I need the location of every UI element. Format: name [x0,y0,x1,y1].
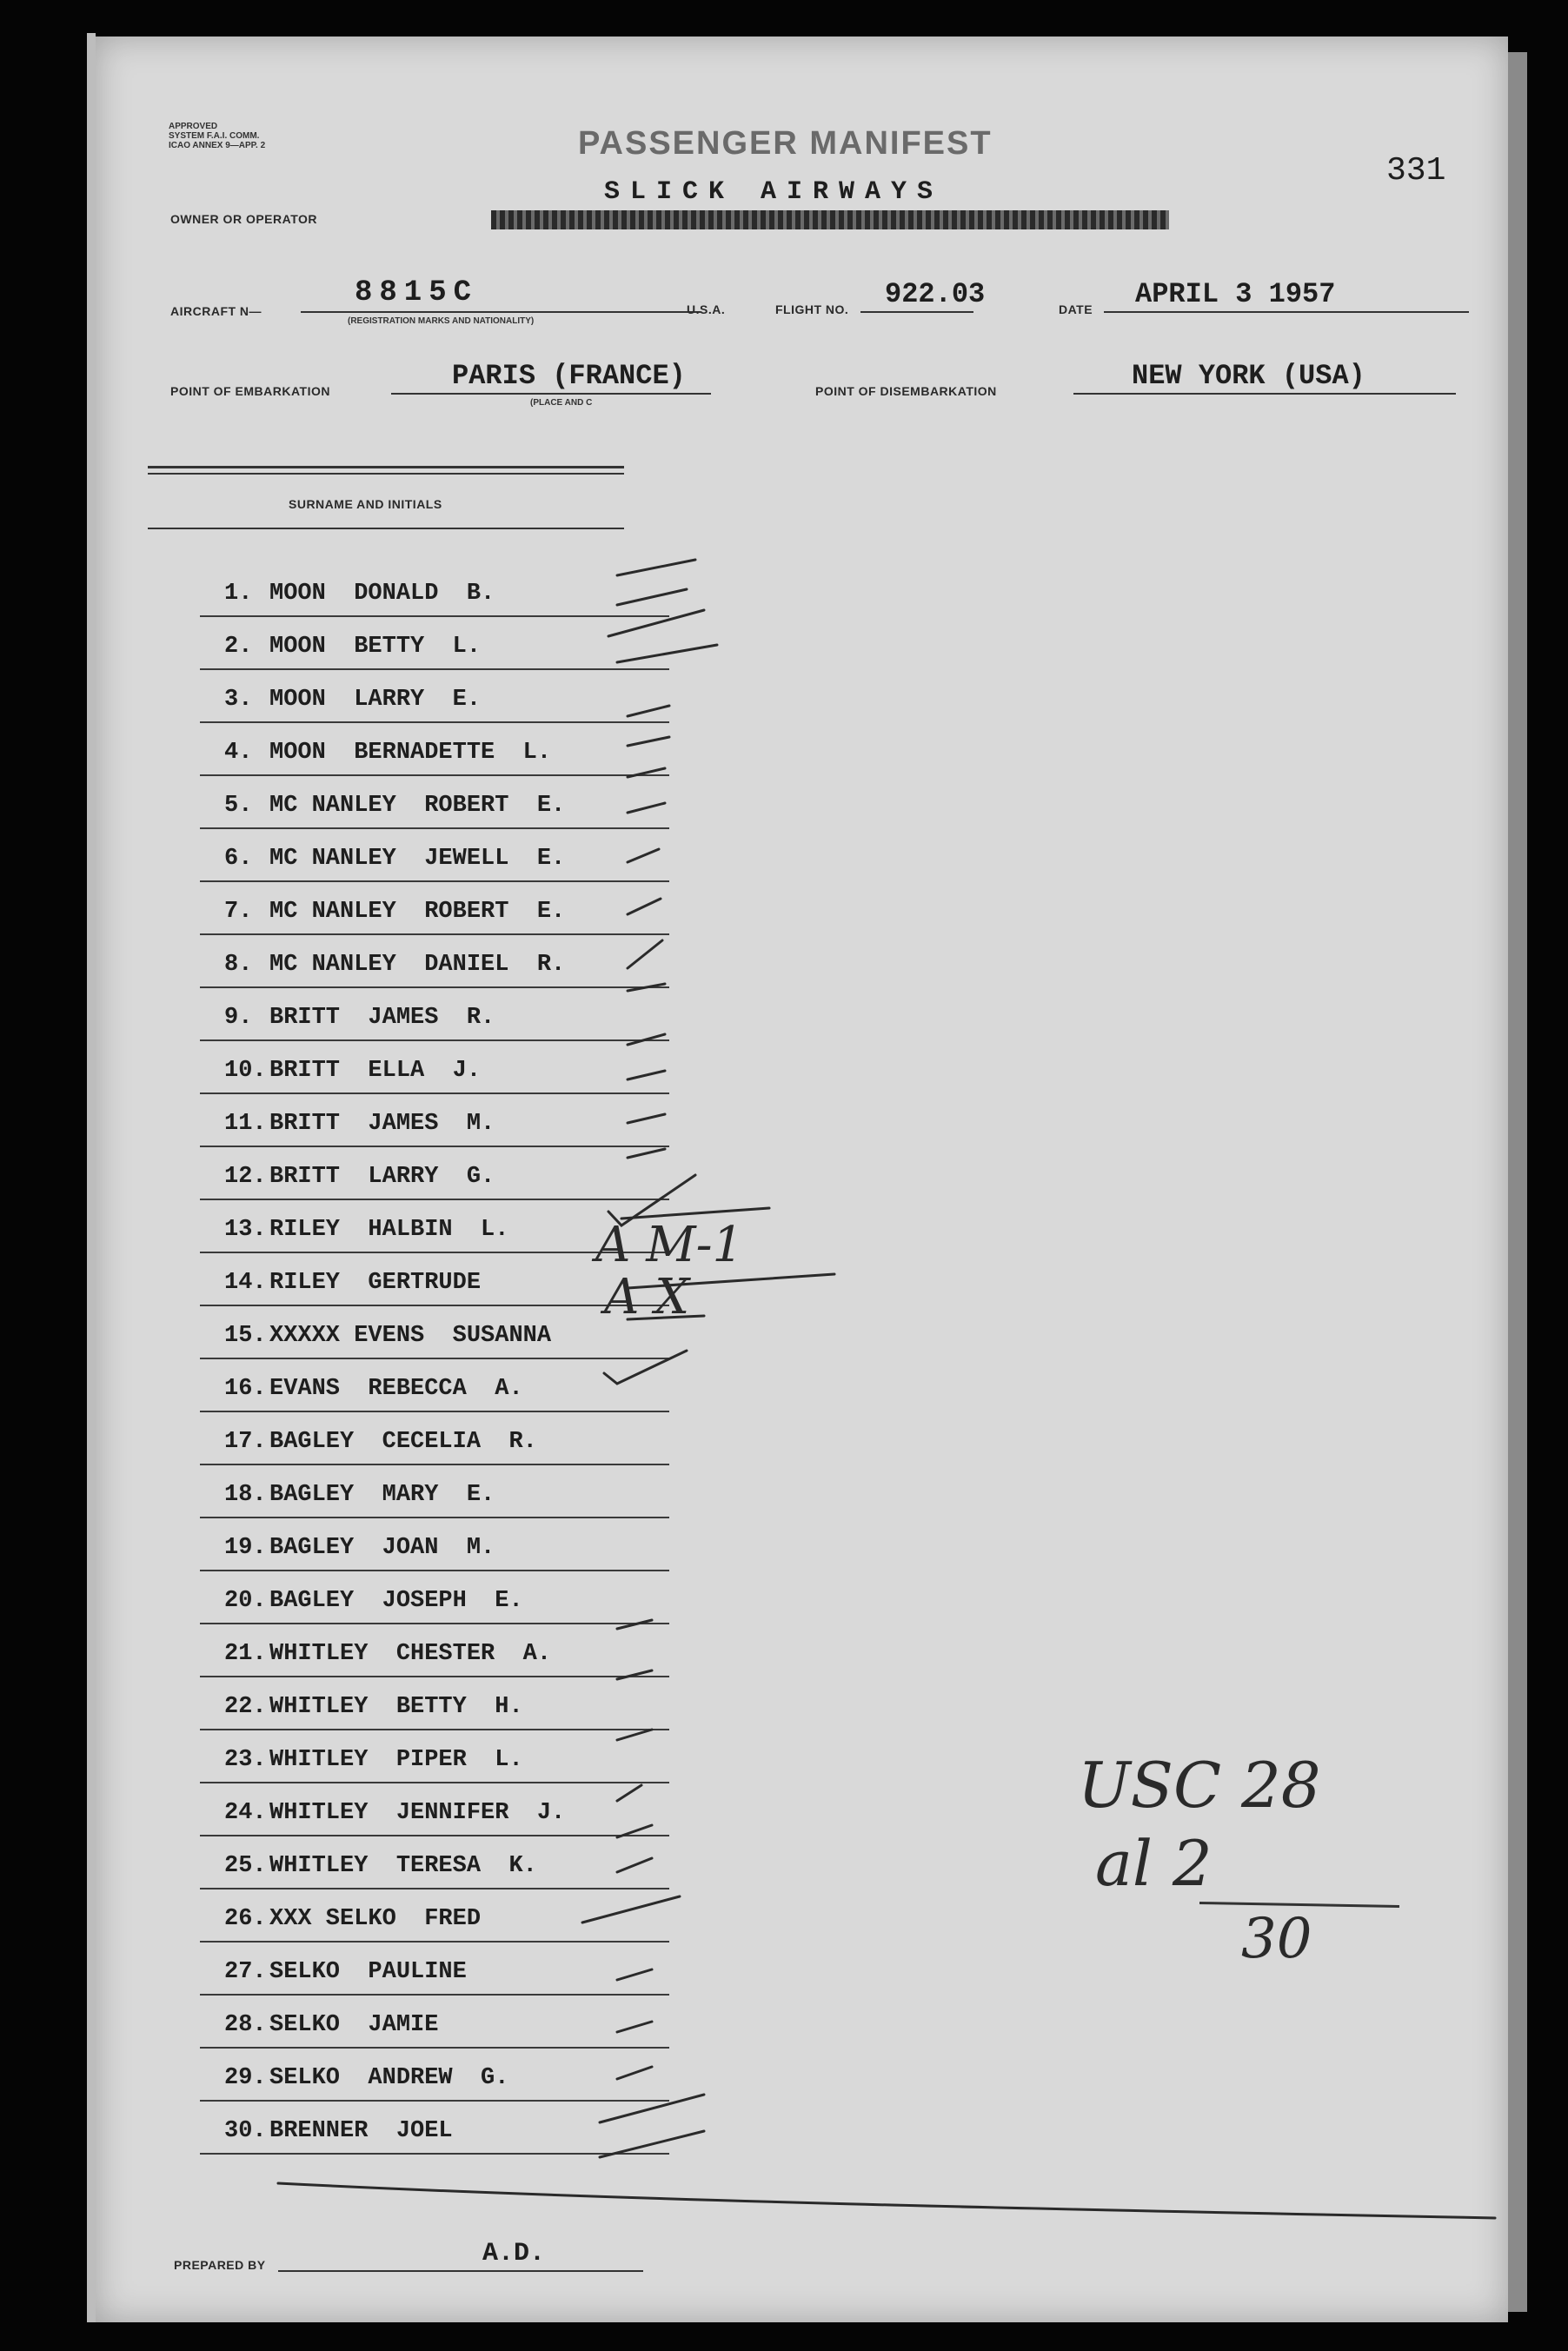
passenger-name: MC NANLEY ROBERT E. [269,793,566,819]
row-number: 15. [224,1323,267,1349]
passenger-name: WHITLEY CHESTER A. [269,1641,552,1667]
date-label: DATE [1059,302,1093,316]
row-number: 19. [224,1535,267,1561]
row-number: 2. [224,634,253,660]
passenger-name: SELKO JAMIE [269,2012,439,2038]
row-number: 9. [224,1005,253,1031]
passenger-name: MOON LARRY E. [269,687,482,713]
row-number: 17. [224,1429,267,1455]
passenger-name: BAGLEY JOSEPH E. [269,1588,523,1614]
passenger-name: MOON BETTY L. [269,634,482,660]
handwritten-check-marks [96,37,1508,2322]
row-number: 3. [224,687,253,713]
approval-line-2: SYSTEM F.A.I. COMM. [169,131,260,141]
sheet-edge-right [1508,52,1527,2312]
flight-label: FLIGHT NO. [775,302,849,316]
aircraft-label: AIRCRAFT N— [170,304,262,318]
row-number: 5. [224,793,253,819]
disembark-label: POINT OF DISEMBARKATION [815,384,997,398]
passenger-name: BRENNER JOEL [269,2118,453,2144]
passenger-name: BAGLEY JOAN M. [269,1535,495,1561]
page-title: PASSENGER MANIFEST [578,125,993,162]
row-number: 20. [224,1588,267,1614]
passenger-name: BRITT ELLA J. [269,1058,482,1084]
passenger-name: SELKO ANDREW G. [269,2065,509,2091]
approval-line-3: ICAO ANNEX 9—APP. 2 [169,141,266,150]
row-number: 16. [224,1376,267,1402]
prepared-label: PREPARED BY [174,2258,266,2272]
manifest-page [96,37,1508,2322]
passenger-name: BAGLEY MARY E. [269,1482,495,1508]
passenger-name: MOON BERNADETTE L. [269,740,552,766]
row-number: 24. [224,1800,267,1826]
tally-line-1: USC 28 [1078,1749,1321,1822]
passenger-name: MC NANLEY DANIEL R. [269,952,566,978]
row-number: 12. [224,1164,267,1190]
row15-annotation: A X [604,1269,690,1325]
embark-value: PARIS (FRANCE) [452,360,686,392]
owner-value: SLICK AIRWAYS [604,177,944,207]
row14-annotation: A M-1 [595,1217,744,1273]
passenger-name: XXXXX EVENS SUSANNA [269,1323,552,1349]
date-value: APRIL 3 1957 [1135,278,1336,310]
sheet-edge-left [87,33,96,2322]
passenger-name: RILEY HALBIN L. [269,1217,509,1243]
row-number: 18. [224,1482,267,1508]
row-number: 7. [224,899,253,925]
owner-label: OWNER OR OPERATOR [170,212,317,226]
passenger-name: MC NANLEY JEWELL E. [269,846,566,872]
prepared-value: A.D. [482,2239,546,2268]
row-number: 21. [224,1641,267,1667]
passenger-name: RILEY GERTRUDE [269,1270,482,1296]
prepared-line [278,2270,643,2272]
page-number: 331 [1386,152,1446,189]
approval-line-1: APPROVED [169,122,218,131]
flight-value: 922.03 [885,278,986,310]
passenger-name: BAGLEY CECELIA R. [269,1429,537,1455]
passenger-name: WHITLEY TERESA K. [269,1853,537,1879]
row-number: 28. [224,2012,267,2038]
passenger-name: SELKO PAULINE [269,1959,467,1985]
row-number: 14. [224,1270,267,1296]
passenger-name: XXX SELKO FRED [269,1906,482,1932]
row-number: 22. [224,1694,267,1720]
row-number: 23. [224,1747,267,1773]
passenger-name: BRITT LARRY G. [269,1164,495,1190]
passenger-name: EVANS REBECCA A. [269,1376,523,1402]
disembark-value: NEW YORK (USA) [1132,360,1365,392]
tally-line-2: al 2 [1095,1827,1213,1900]
passenger-name: BRITT JAMES M. [269,1111,495,1137]
passenger-name: MC NANLEY ROBERT E. [269,899,566,925]
row-number: 29. [224,2065,267,2091]
aircraft-value: 8815C [355,276,479,309]
row-number: 8. [224,952,253,978]
embark-label: POINT OF EMBARKATION [170,384,330,398]
row-number: 11. [224,1111,267,1137]
passenger-name: BRITT JAMES R. [269,1005,495,1031]
column-header: SURNAME AND INITIALS [289,497,442,511]
row-number: 4. [224,740,253,766]
tally-total: 30 [1241,1907,1312,1971]
place-caption: (PLACE AND C [530,398,593,408]
usa-label: U.S.A. [687,302,726,316]
registration-caption: (REGISTRATION MARKS AND NATIONALITY) [348,316,535,326]
row-number: 10. [224,1058,267,1084]
row-number: 6. [224,846,253,872]
row-number: 25. [224,1853,267,1879]
row-number: 26. [224,1906,267,1932]
row-number: 1. [224,581,253,607]
passenger-name: MOON DONALD B. [269,581,495,607]
row-number: 30. [224,2118,267,2144]
passenger-name: WHITLEY JENNIFER J. [269,1800,566,1826]
passenger-name: WHITLEY BETTY H. [269,1694,523,1720]
row-number: 13. [224,1217,267,1243]
passenger-name: WHITLEY PIPER L. [269,1747,523,1773]
row-number: 27. [224,1959,267,1985]
